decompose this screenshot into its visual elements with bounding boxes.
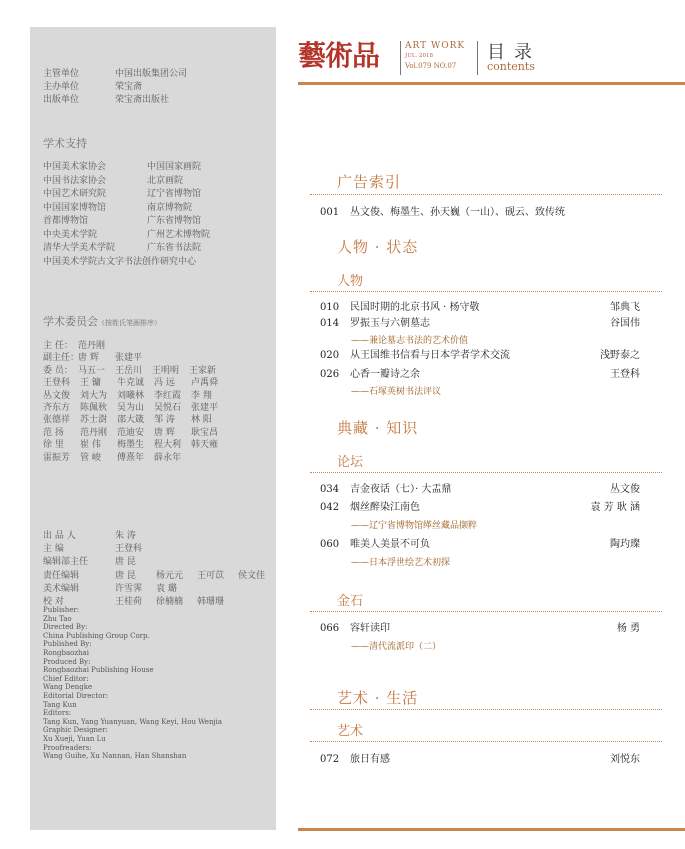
committee-member: 程大利 [154, 440, 182, 451]
committee-member: 王家新 [189, 365, 217, 376]
page-number: 042 [320, 502, 340, 513]
committee-member: 齐东方 [43, 403, 71, 414]
credit-line: Produced By: [43, 657, 91, 666]
toc-entry[interactable] [320, 317, 640, 330]
masthead-divider [477, 41, 478, 75]
toc-entry[interactable] [320, 206, 640, 219]
credit-line: Wang Dengke [43, 683, 93, 692]
support-org: 辽宁省博物馆 [147, 189, 202, 199]
credit-line: Editors: [43, 709, 72, 718]
committee-member: 管 峻 [80, 452, 101, 463]
committee-member: 傅熹年 [117, 452, 145, 463]
credit-line: Tang Kun, Yang Yuanyuan, Wang Keyi, Hou Wenjia [43, 717, 223, 726]
toc-entry[interactable] [320, 538, 640, 551]
committee-member: 薛永年 [154, 452, 182, 463]
entry-subtitle: ——清代流派印（二） [351, 642, 442, 652]
staff-role: 责任编辑 [43, 570, 80, 581]
support-org: 中国艺术研究院 [43, 189, 107, 199]
entry-author: 袁 芳 耿 涵 [590, 502, 640, 513]
committee-member: 刘曦林 [117, 390, 145, 401]
committee-member: 林 阳 [191, 415, 212, 426]
entry-author: 谷国伟 [610, 318, 640, 329]
committee-member: 马五一 [78, 365, 106, 376]
committee-member: 邵大箴 [117, 415, 145, 426]
toc-entry[interactable] [320, 483, 640, 496]
toc-entry[interactable] [320, 301, 640, 314]
toc-title-cn: 目录 [487, 42, 541, 63]
committee-member: 王登科 [43, 378, 71, 389]
credit-line: Publisher: [43, 606, 80, 614]
committee-member: 张建平 [191, 403, 219, 414]
committee-member: 王 镛 [80, 378, 101, 389]
toc-entry[interactable] [320, 753, 640, 766]
entry-author: 浅野泰之 [600, 350, 640, 361]
staff-member: 唐 昆 [115, 557, 136, 568]
credit-line: Directed By: [43, 623, 88, 632]
bottom-rule [298, 828, 685, 831]
entry-title: 吉金夜话（七）· 大盂鼎 [350, 484, 452, 495]
support-org: 清华大学美术学院 [43, 243, 116, 253]
magazine-logo: 藝術品 [298, 39, 380, 72]
committee-member: 徐 里 [43, 440, 64, 451]
committee-list [43, 340, 228, 464]
committee-member: 卢禹舜 [191, 378, 219, 389]
toc-entry[interactable] [320, 622, 640, 635]
section-divider [310, 472, 662, 473]
info-value: 荣宝斋出版社 [115, 95, 170, 105]
committee-member: 唐 辉 [78, 353, 99, 364]
credit-line: Graphic Designer: [43, 726, 108, 735]
credit-line: Proofreaders: [43, 743, 92, 752]
staff-member: 杨元元 [156, 570, 184, 581]
support-org: 中国国家博物馆 [43, 202, 107, 213]
committee-member: 范丹刚 [78, 341, 106, 351]
entry-author: 刘悦东 [610, 754, 640, 765]
page-number: 001 [320, 207, 340, 218]
entry-title: 唯美人美景不可负 [350, 539, 430, 550]
entry-subtitle: ——兼论墓志书法的艺术价值 [351, 336, 469, 346]
info-value: 荣宝斋 [115, 82, 143, 92]
support-org: 广东省书法院 [147, 243, 202, 253]
committee-member: 刘大为 [80, 390, 108, 401]
staff-member: 王登科 [115, 544, 143, 555]
info-label: 出版单位 [43, 95, 80, 105]
section-title-life: 艺术 · 生活 [337, 689, 419, 707]
staff-member: 徐楠楠 [156, 597, 184, 608]
committee-member: 王明明 [152, 365, 180, 376]
support-org: 中央美术学院 [43, 229, 98, 240]
committee-member: 张德祥 [43, 415, 71, 426]
top-rule [298, 82, 685, 85]
credit-line: China Publishing Group Corp. [43, 631, 150, 640]
credit-line: Tang Kun [43, 700, 77, 709]
credit-line: Rongbaozhai [43, 648, 89, 657]
staff-role: 美术编辑 [43, 583, 80, 594]
staff-member: 唐 昆 [115, 570, 136, 581]
info-value: 中国出版集团公司 [115, 69, 188, 79]
section-divider [310, 611, 662, 612]
committee-title [43, 313, 161, 329]
entry-author: 邹典飞 [610, 302, 640, 313]
entry-title: 心香一瓣诗之余 [350, 369, 420, 380]
section-divider [310, 741, 662, 742]
support-org: 广东省博物馆 [147, 216, 202, 226]
page-number: 072 [320, 754, 340, 765]
page-number: 010 [320, 302, 340, 313]
support-org: 中国国家画院 [147, 162, 202, 172]
committee-member: 牛克诚 [117, 378, 145, 389]
committee-member: 唐 辉 [154, 427, 175, 438]
entry-author: 杨 勇 [616, 623, 640, 634]
committee-member: 范丹刚 [80, 427, 108, 438]
page-number: 066 [320, 623, 340, 634]
credit-line: Zhu Tao [43, 614, 72, 623]
staff-role: 编辑部主任 [43, 557, 89, 568]
staff-member: 韩珊珊 [197, 597, 225, 608]
committee-member: 吴为山 [117, 403, 145, 414]
credit-line: Xu Xueji, Yuan Lu [43, 734, 106, 743]
staff-member: 王桂荷 [115, 597, 143, 608]
committee-member: 范迪安 [117, 427, 145, 438]
staff-role: 校 对 [43, 597, 64, 608]
committee-member: 王岳川 [115, 365, 143, 376]
subsection-title: 论坛 [337, 455, 364, 470]
committee-member: 李红霞 [154, 390, 182, 401]
masthead-divider [400, 41, 401, 75]
committee-member: 崔 伟 [80, 440, 101, 451]
support-org: 中国美术家协会 [43, 162, 107, 172]
entry-title: 从王国维书信看与日本学者学术交流 [350, 350, 510, 361]
support-org: 中国美术学院古文字书法创作研究中心 [43, 256, 197, 267]
issue-volume: Vol.079 NO.07 [405, 62, 457, 70]
english-credits [43, 606, 268, 761]
page-number: 034 [320, 484, 340, 495]
staff-role: 出 品 人 [43, 531, 76, 541]
committee-note: （按姓氏笔画排序） [98, 319, 161, 327]
section-divider [310, 194, 662, 195]
entry-title: 丛文俊、梅墨生、孙天巍（一山）、砚云、致传统 [350, 207, 565, 218]
academic-support-list [43, 161, 210, 269]
toc-title-en: contents [487, 60, 535, 73]
committee-member: 梅墨生 [117, 440, 145, 451]
committee-member: 雷振芳 [43, 452, 71, 463]
committee-member: 吴悦石 [154, 403, 182, 414]
entry-subtitle: ——辽宁省博物馆缂丝藏品撷粹 [351, 521, 478, 531]
entry-title: 民国时期的北京书风 · 杨守敬 [350, 302, 480, 313]
page-number: 026 [320, 369, 340, 380]
credit-line: Published By: [43, 640, 92, 649]
entry-title: 旅日有感 [350, 754, 390, 765]
section-divider [310, 291, 662, 292]
page-number: 014 [320, 318, 340, 329]
staff-member: 王可苡 [197, 570, 225, 581]
section-title-ads: 广告索引 [337, 173, 402, 191]
committee-title-text: 学术委员会 [43, 315, 98, 328]
subsection-title: 人物 [337, 274, 364, 289]
committee-role: 副主任： [43, 353, 80, 364]
support-org: 南京博物院 [147, 202, 193, 213]
credit-line: Rongbaozhai Publishing House [43, 666, 154, 675]
subsection-title: 艺术 [337, 724, 364, 739]
committee-member: 丛文俊 [43, 390, 71, 401]
art-work-title: ART WORK [405, 41, 466, 51]
committee-member: 苏士澍 [80, 415, 108, 426]
entry-author: 陶玓璨 [610, 539, 640, 550]
entry-title: 罗振玉与六朝墓志 [350, 318, 430, 329]
committee-member: 李 翔 [191, 390, 212, 401]
support-org: 北京画院 [147, 175, 184, 186]
issue-date: JUL. 2018 [405, 53, 433, 59]
section-title-people: 人物 · 状态 [337, 238, 419, 256]
committee-member: 张建平 [115, 353, 143, 364]
committee-member: 陈佩秋 [80, 403, 108, 414]
info-label: 主管单位 [43, 69, 80, 79]
support-org: 广州艺术博物院 [147, 229, 211, 240]
subsection-title: 金石 [337, 594, 364, 609]
entry-author: 丛文俊 [610, 484, 640, 495]
support-org: 中国书法家协会 [43, 175, 107, 186]
committee-role: 主 任： [43, 341, 73, 351]
section-title-collection: 典藏 · 知识 [337, 419, 419, 437]
page-number: 020 [320, 350, 340, 361]
entry-subtitle: ——石塚英树书法评议 [351, 387, 442, 397]
page-number: 060 [320, 539, 340, 550]
staff-member: 袁 璐 [156, 583, 177, 594]
section-divider [310, 709, 662, 710]
credit-line: Wang Guihe, Xu Nannan, Han Shanshan [43, 752, 187, 761]
entry-author: 王登科 [610, 369, 640, 380]
staff-member: 许雪霁 [115, 583, 143, 594]
committee-member: 耿宝昌 [191, 427, 219, 438]
publisher-info [43, 68, 187, 107]
toc-entry[interactable] [320, 349, 640, 362]
info-label: 主办单位 [43, 82, 80, 92]
committee-member: 范 扬 [43, 427, 64, 438]
committee-member: 邹 涛 [154, 415, 175, 426]
staff-list [43, 530, 279, 609]
toc-entry[interactable] [320, 501, 640, 514]
support-org: 首都博物馆 [43, 216, 89, 226]
entry-subtitle: ——日本浮世绘艺术初探 [351, 558, 451, 568]
entry-title: 容轩读印 [350, 623, 390, 634]
committee-role: 委 员： [43, 365, 73, 376]
staff-member: 侯文佳 [238, 570, 266, 581]
credit-line: Chief Editor: [43, 674, 89, 683]
academic-support-title: 学术支持 [43, 137, 87, 150]
toc-entry[interactable] [320, 368, 640, 381]
committee-member: 韩天雍 [191, 440, 219, 451]
staff-role: 主 编 [43, 544, 64, 555]
entry-title: 烟丝醉染江南色 [350, 502, 420, 513]
credit-line: Editorial Director: [43, 691, 109, 700]
staff-member: 朱 涛 [115, 531, 136, 541]
committee-member: 冯 远 [154, 378, 175, 389]
